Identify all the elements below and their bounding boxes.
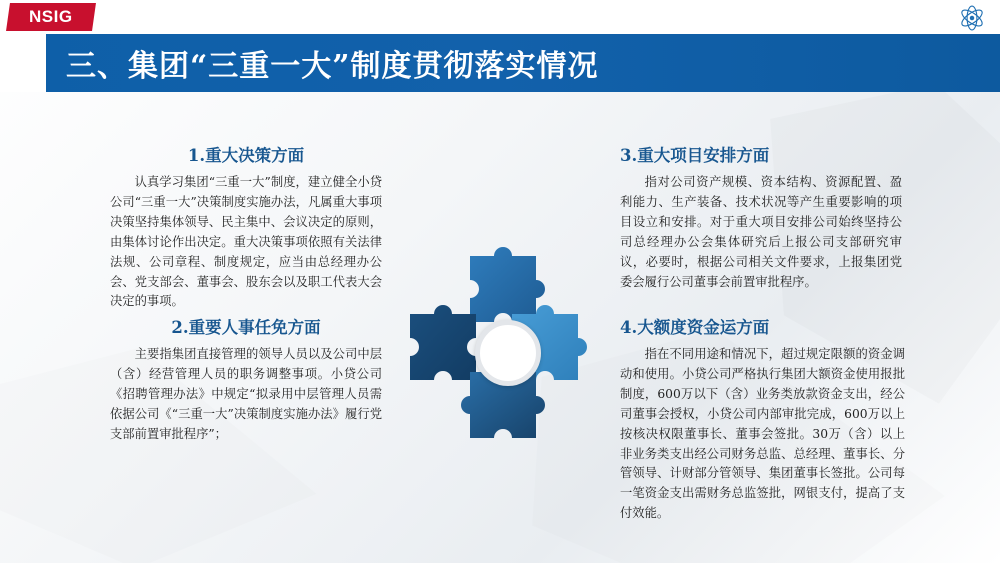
slide-title-band	[0, 34, 1000, 92]
puzzle-diagram	[398, 240, 608, 455]
title-accent-block	[0, 34, 46, 92]
company-logo	[6, 3, 96, 31]
block-body: 认真学习集团“三重一大”制度，建立健全小贷公司“三重一大”决策制度实施办法，凡属重大事项决策坚持集体领导、民主集中、会议决定的原则，由集体讨论作出决定。重大决策事项依照有关法律法规、公司章程、制度规定，应当由总经理办公会、党支部会、董事会、股东会以及职工代表大会决定的事项。	[110, 175, 382, 309]
block-title: 1.重大决策方面	[187, 146, 305, 165]
atom-icon	[958, 4, 986, 32]
block-body: 指对公司资产规模、资本结构、资源配置、盈利能力、生产装备、技术状况等产生重要影响的项目设立和安排。对于重大项目安排公司始终坚持公司总经理办公会集体研究后上报公司支部研究审议，必要时，根据公司相关文件要求，上报集团党委会履行公司董事会前置审批程序。	[620, 175, 902, 289]
content-block-decision	[110, 142, 382, 312]
content-block-funds	[620, 314, 905, 524]
top-bar	[0, 0, 1000, 34]
block-title: 2.重要人事任免方面	[171, 318, 321, 337]
center-ring	[475, 320, 541, 386]
puzzle-piece-top	[470, 247, 545, 322]
page-title: 三、集团“三重一大”制度贯彻落实情况	[66, 49, 599, 84]
content-area	[0, 92, 1000, 563]
block-title: 3.重大项目安排方面	[620, 146, 770, 165]
content-block-projects	[620, 142, 902, 292]
block-body: 指在不同用途和情况下，超过规定限额的资金调动和使用。小贷公司严格执行集团大额资金使用报批制度，600万以下（含）业务类放款资金支出，经公司董事会授权，小贷公司内部审批完成，600万以上按核决权限董事长、董事会签批。30万（含）以上非业务类支出经公司财务总监、总经理、董事长、分管领导、计财部分管领导、集团董事长签批。公司每一笔资金支出需财务总监签批，网银支付，提高了支付效能。	[620, 347, 905, 521]
block-title: 4.大额度资金运方面	[620, 318, 770, 337]
puzzle-piece-left	[410, 305, 476, 380]
content-block-personnel	[110, 314, 382, 445]
block-body: 主要指集团直接管理的领导人员以及公司中层（含）经营管理人员的职务调整事项。小贷公司《招聘管理办法》中规定“拟录用中层管理人员需依据公司《“三重一大”决策制度实施办法》履行党支部前置审批程序”；	[110, 347, 382, 441]
logo-text: NSIG	[29, 7, 73, 26]
